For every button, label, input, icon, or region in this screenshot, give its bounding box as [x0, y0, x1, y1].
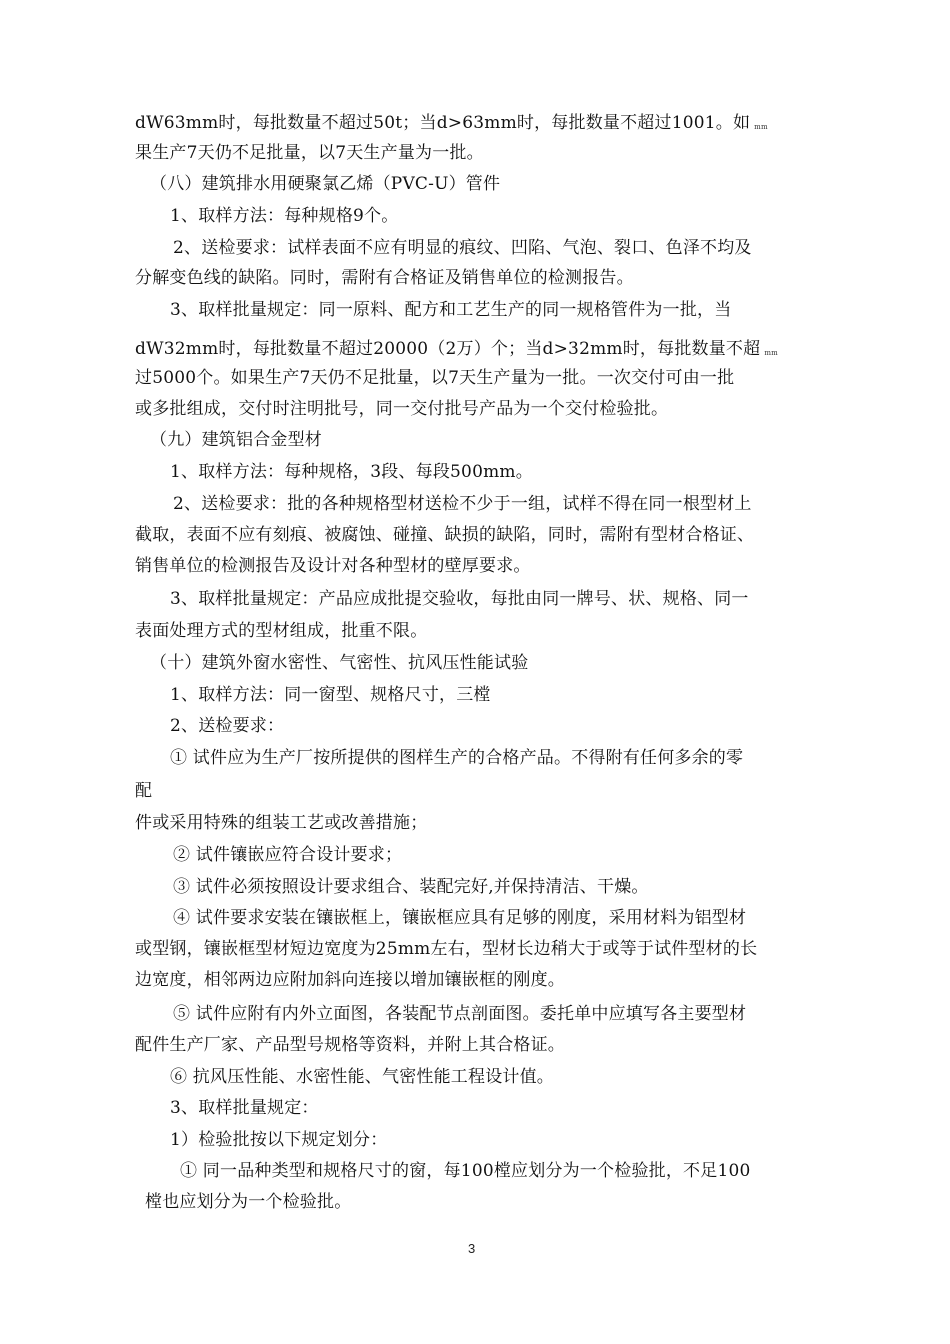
line-text: dW32mm时，每批数量不超过20000（2万）个；当d>32mm时，每批数量不超	[135, 339, 761, 359]
unit-annotation: mm	[764, 349, 779, 357]
list-item: ⑥ 抗风压性能、水密性能、气密性能工程设计值。	[170, 1067, 555, 1087]
list-item: ② 试件镶嵌应符合设计要求；	[173, 845, 403, 865]
text-line: 2、送检要求：试样表面不应有明显的痕纹、凹陷、气泡、裂口、色泽不均及	[173, 238, 752, 258]
text-line: 表面处理方式的型材组成，批重不限。	[135, 621, 428, 641]
text-line: 件或采用特殊的组装工艺或改善措施；	[135, 813, 428, 833]
text-line: 樘也应划分为一个检验批。	[145, 1192, 352, 1212]
list-item: ③ 试件必须按照设计要求组合、装配完好,并保持清洁、干燥。	[173, 877, 649, 897]
text-line	[135, 112, 768, 134]
text-line: 3、取样批量规定：产品应成批提交验收，每批由同一牌号、状、规格、同一	[170, 589, 749, 609]
list-item: ① 试件应为生产厂按所提供的图样生产的合格产品。不得附有任何多余的零	[170, 748, 744, 768]
text-line: 截取，表面不应有刻痕、被腐蚀、碰撞、缺损的缺陷，同时，需附有型材合格证、	[135, 525, 755, 545]
unit-annotation: mm	[754, 123, 768, 131]
list-item: ① 同一品种类型和规格尺寸的窗，每100樘应划分为一个检验批，不足100	[180, 1161, 751, 1181]
text-line: 3、取样批量规定：	[170, 1098, 319, 1118]
text-line: 1）检验批按以下规定划分：	[170, 1130, 388, 1150]
text-line: 或多批组成，交付时注明批号，同一交付批号产品为一个交付检验批。	[135, 399, 669, 419]
text-line: 1、取样方法：每种规格9个。	[170, 206, 399, 226]
text-line: 配件生产厂家、产品型号规格等资料，并附上其合格证。	[135, 1035, 565, 1055]
text-line: 2、送检要求：批的各种规格型材送检不少于一组，试样不得在同一根型材上	[173, 494, 752, 514]
text-line	[135, 338, 778, 360]
section-heading: （八）建筑排水用硬聚氯乙烯（PVC-U）管件	[150, 174, 501, 194]
text-line: 2、送检要求：	[170, 716, 285, 736]
section-heading: （九）建筑铝合金型材	[150, 430, 322, 450]
text-line: 过5000个。如果生产7天仍不足批量，以7天生产量为一批。一次交付可由一批	[135, 368, 735, 388]
text-line: 或型钢，镶嵌框型材短边宽度为25mm左右，型材长边稍大于或等于试件型材的长	[135, 939, 758, 959]
list-item: ⑤ 试件应附有内外立面图，各装配节点剖面图。委托单中应填写各主要型材	[173, 1004, 747, 1024]
text-line: 果生产7天仍不足批量，以7天生产量为一批。	[135, 143, 484, 163]
text-line: 配	[135, 781, 153, 801]
section-heading: （十）建筑外窗水密性、气密性、抗风压性能试验	[150, 653, 529, 673]
text-line: 销售单位的检测报告及设计对各种型材的壁厚要求。	[135, 556, 531, 576]
text-line: 边宽度，相邻两边应附加斜向连接以增加镶嵌框的刚度。	[135, 970, 565, 990]
text-line: 1、取样方法：同一窗型、规格尺寸，三樘	[170, 685, 491, 705]
text-line: 1、取样方法：每种规格，3段、每段500mm。	[170, 462, 533, 482]
text-line: 分解变色线的缺陷。同时，需附有合格证及销售单位的检测报告。	[135, 268, 634, 288]
page-number: 3	[468, 1241, 476, 1256]
list-item: ④ 试件要求安装在镶嵌框上，镶嵌框应具有足够的刚度，采用材料为铝型材	[173, 908, 747, 928]
line-text: dW63mm时，每批数量不超过50t；当d>63mm时，每批数量不超过1001。如	[135, 113, 751, 133]
text-line: 3、取样批量规定：同一原料、配方和工艺生产的同一规格管件为一批，当	[170, 300, 732, 320]
